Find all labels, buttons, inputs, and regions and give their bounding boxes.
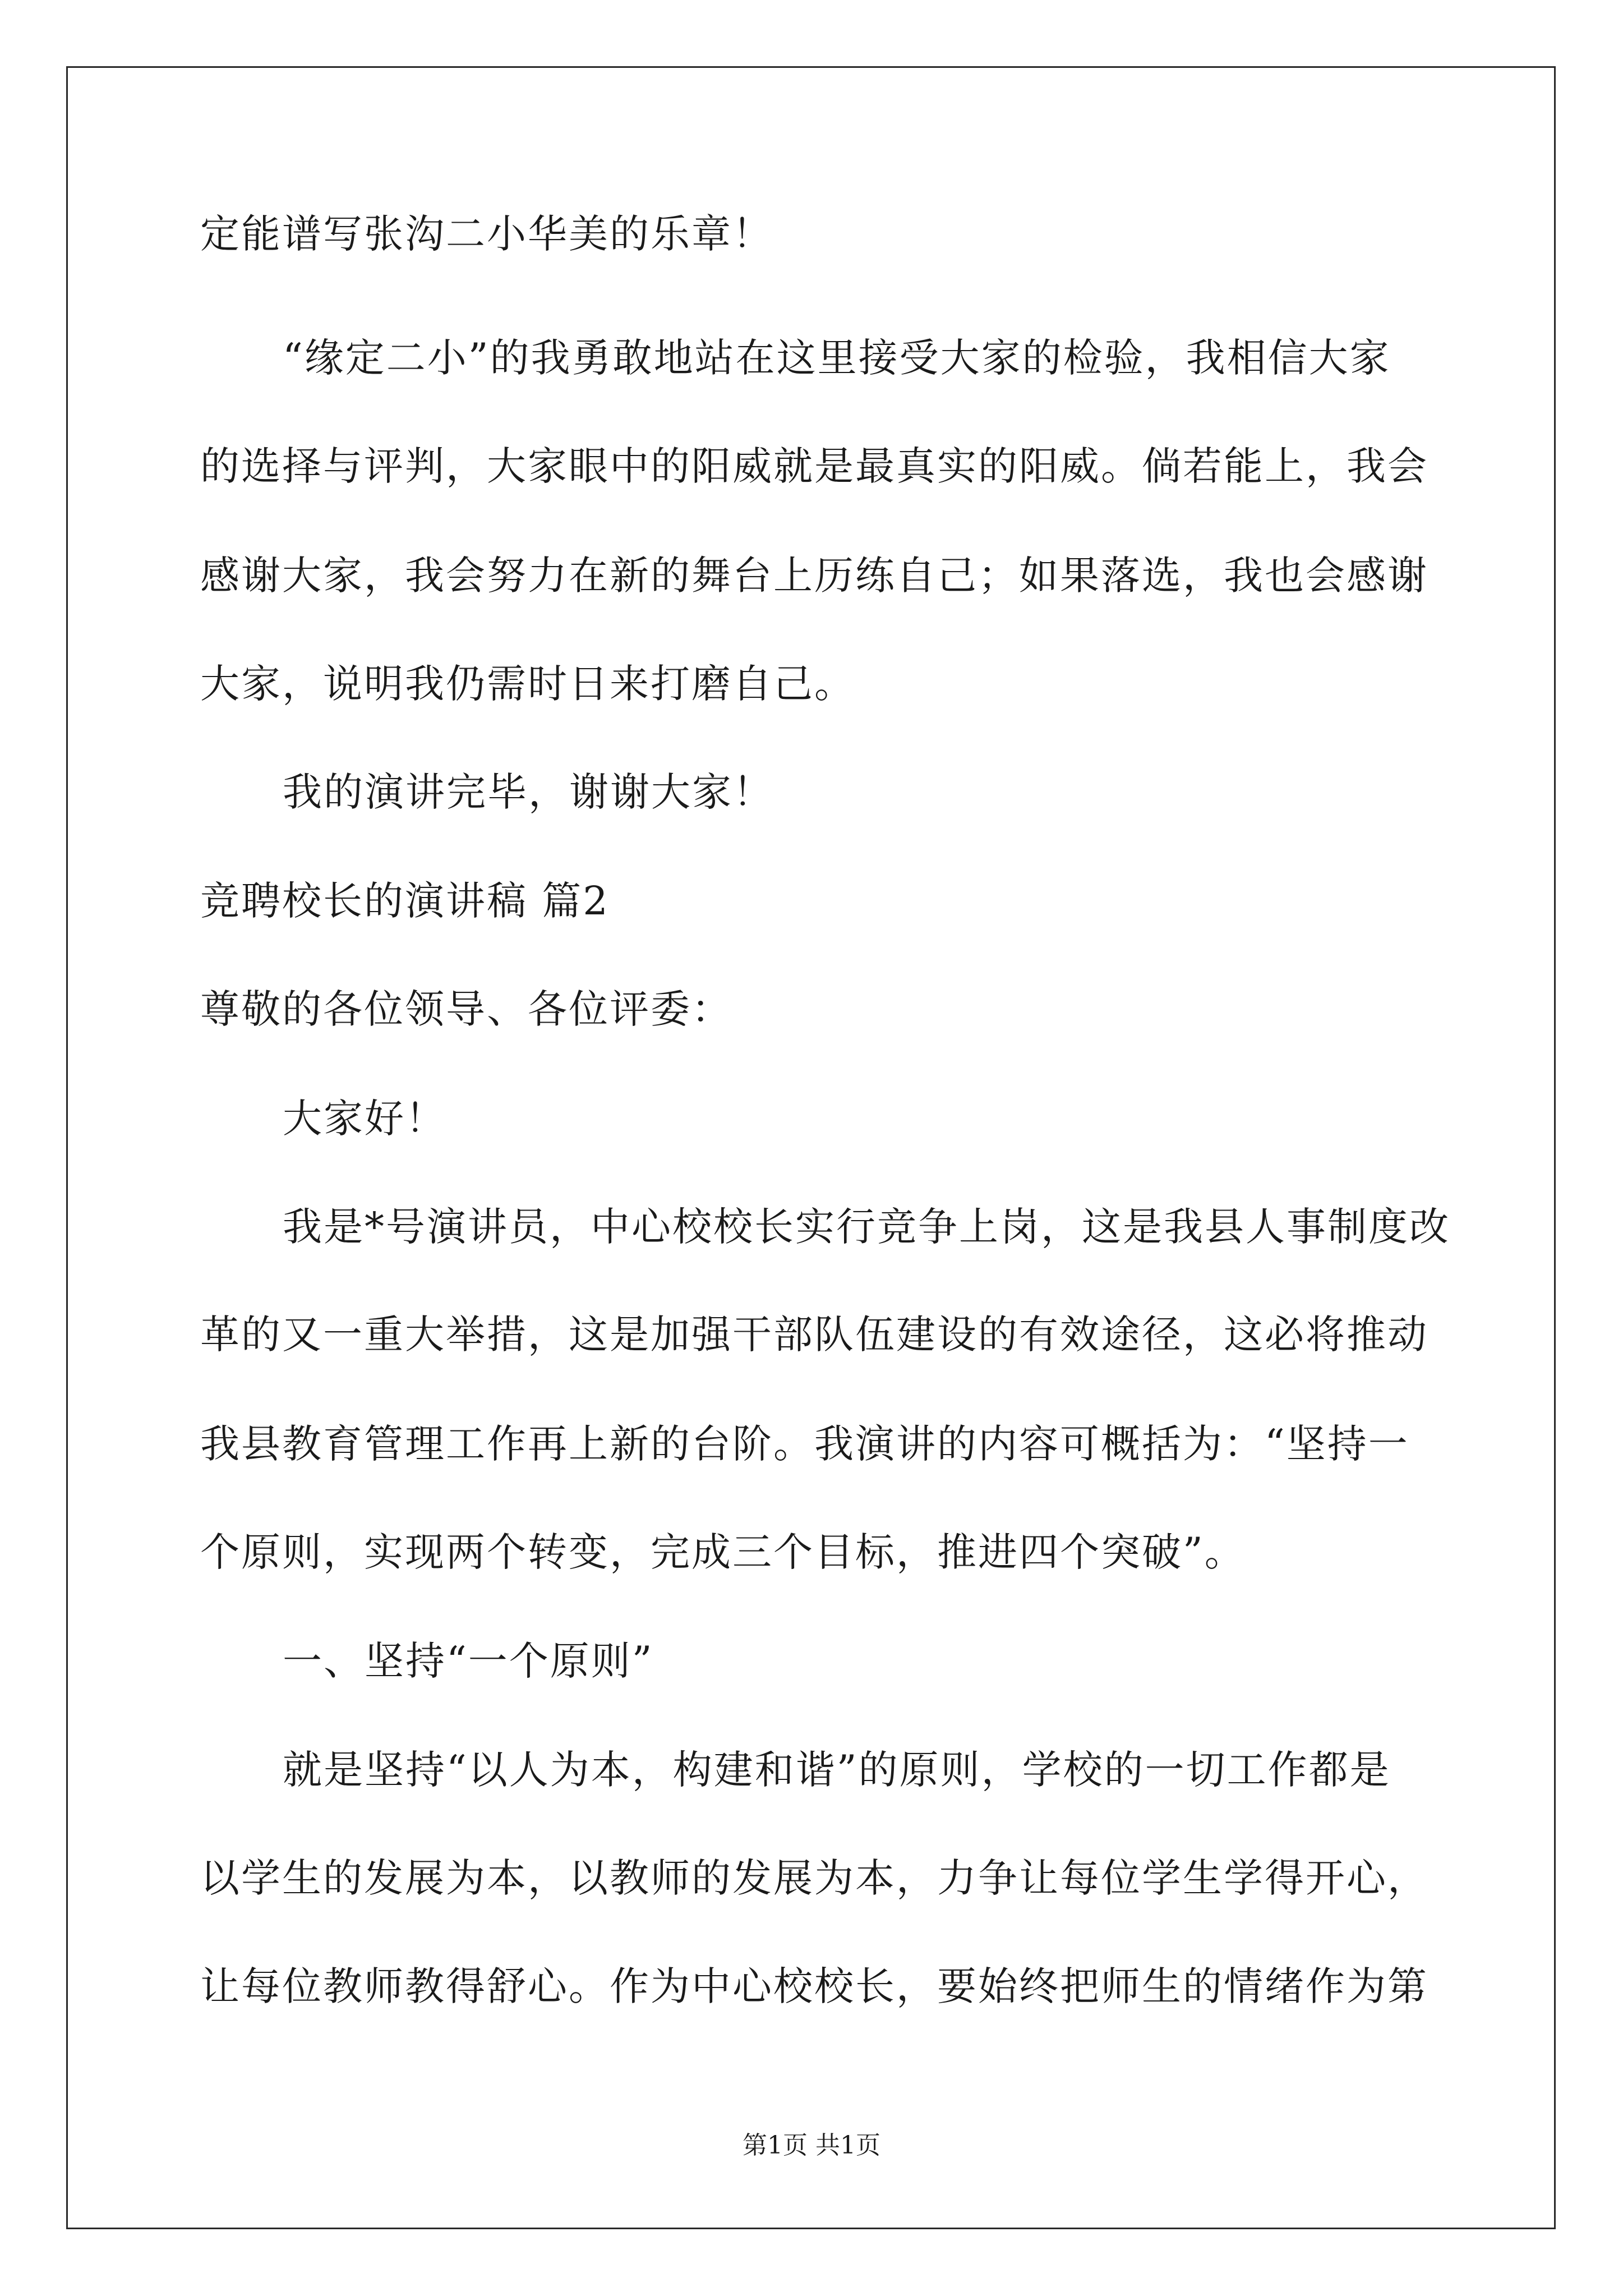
page-footer: 第1页 共1页 (743, 2131, 880, 2160)
text-line: 我的演讲完毕，谢谢大家！ (283, 769, 774, 815)
text-line: 以学生的发展为本，以教师的发展为本，力争让每位学生学得开心， (200, 1855, 1428, 1901)
text-line: “缘定二小”的我勇敢地站在这里接受大家的检验，我相信大家 (283, 335, 1391, 381)
text-line: 我是*号演讲员，中心校校长实行竞争上岗，这是我县人事制度改 (283, 1204, 1450, 1250)
text-line: 让每位教师教得舒心。作为中心校校长，要始终把师生的情绪作为第 (200, 1963, 1428, 2009)
text-line: 尊敬的各位领导、各位评委： (200, 986, 732, 1032)
text-line: 就是坚持“以人为本，构建和谐”的原则，学校的一切工作都是 (283, 1747, 1391, 1793)
text-line: 的选择与评判，大家眼中的阳威就是最真实的阳威。倘若能上，我会 (200, 443, 1428, 489)
text-line: 革的又一重大举措，这是加强干部队伍建设的有效途径，这必将推动 (200, 1312, 1428, 1358)
text-line: 定能谱写张沟二小华美的乐章！ (200, 211, 773, 257)
text-line: 大家，说明我仍需时日来打磨自己。 (200, 661, 855, 707)
section-heading: 竞聘校长的演讲稿 篇2 (200, 878, 610, 924)
text-line: 一、坚持“一个原则” (283, 1638, 654, 1684)
text-line: 我县教育管理工作再上新的台阶。我演讲的内容可概括为：“坚持一 (200, 1421, 1409, 1467)
text-line: 感谢大家，我会努力在新的舞台上历练自己；如果落选，我也会感谢 (200, 553, 1428, 599)
text-line: 个原则，实现两个转变，完成三个目标，推进四个突破”。 (200, 1529, 1246, 1575)
text-line: 大家好！ (283, 1096, 446, 1142)
